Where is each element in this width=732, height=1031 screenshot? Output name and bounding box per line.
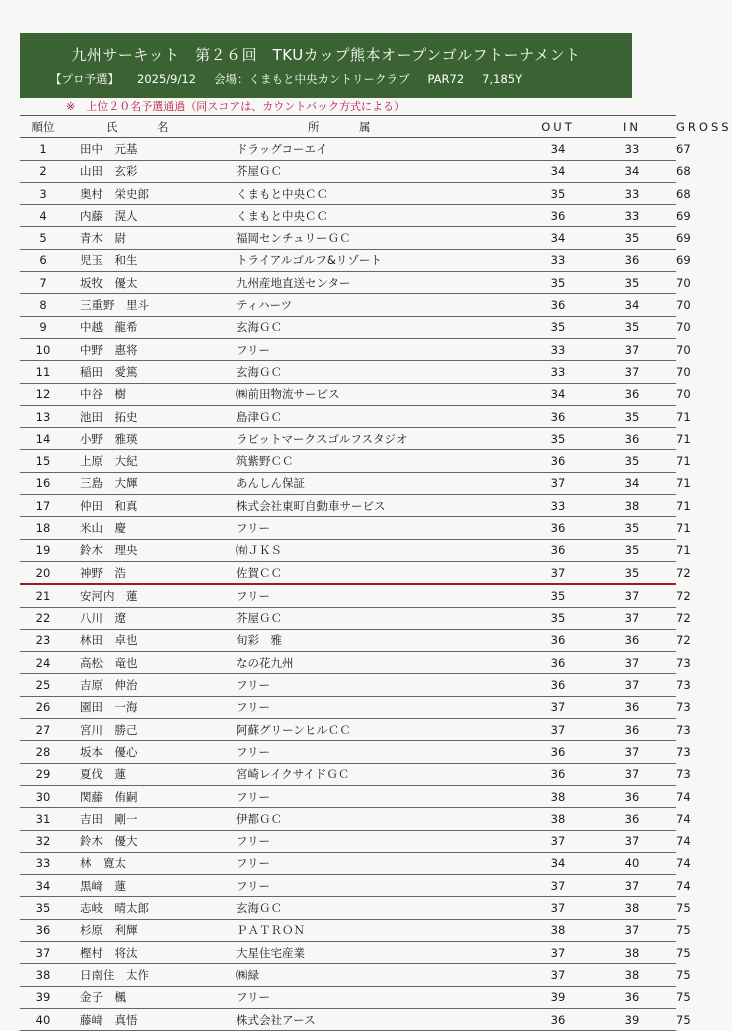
out-score-cell: 35 [528, 272, 588, 294]
rank-cell: 35 [20, 897, 66, 919]
affiliation-cell: くまもと中央ＣＣ [236, 182, 528, 204]
affiliation-cell: 玄海ＧＣ [236, 361, 528, 383]
rank-cell: 1 [20, 138, 66, 160]
rank-cell: 12 [20, 383, 66, 405]
rank-cell: 9 [20, 316, 66, 338]
in-score-cell: 35 [588, 227, 676, 249]
yardage-label: 7,185Y [482, 72, 523, 86]
player-name-cell: 杉原 利輝 [66, 919, 236, 941]
rank-cell: 23 [20, 629, 66, 651]
out-score-cell: 37 [528, 964, 588, 986]
rank-cell: 36 [20, 919, 66, 941]
in-score-cell: 36 [588, 986, 676, 1008]
in-score-cell: 34 [588, 160, 676, 182]
player-name-cell: 八川 遼 [66, 607, 236, 629]
par-label: PAR72 [427, 72, 465, 86]
table-row: 36 杉原 利輝 ＰＡＴＲＯＮ 38 37 75 [20, 919, 676, 941]
in-score-cell: 37 [588, 338, 676, 360]
out-score-cell: 37 [528, 897, 588, 919]
out-score-cell: 35 [528, 316, 588, 338]
affiliation-cell: 島津ＧＣ [236, 405, 528, 427]
rank-cell: 4 [20, 205, 66, 227]
out-score-cell: 34 [528, 852, 588, 874]
table-row: 20 神野 浩 佐賀ＣＣ 37 35 72 [20, 561, 676, 584]
table-row: 29 夏伐 蓮 宮崎レイクサイドＧＣ 36 37 73 [20, 763, 676, 785]
rank-cell: 39 [20, 986, 66, 1008]
player-name-cell: 金子 楓 [66, 986, 236, 1008]
out-score-cell: 37 [528, 941, 588, 963]
in-score-cell: 37 [588, 584, 676, 607]
out-score-cell: 38 [528, 808, 588, 830]
rank-cell: 14 [20, 428, 66, 450]
table-row: 25 吉原 伸治 フリー 36 37 73 [20, 674, 676, 696]
player-name-cell: 日南住 太作 [66, 964, 236, 986]
in-score-cell: 33 [588, 182, 676, 204]
out-score-cell: 36 [528, 629, 588, 651]
in-score-cell: 35 [588, 316, 676, 338]
out-score-cell: 35 [528, 584, 588, 607]
in-score-cell: 35 [588, 450, 676, 472]
out-score-cell: 38 [528, 919, 588, 941]
rank-cell: 40 [20, 1008, 66, 1030]
table-row: 19 鈴木 理央 ㈲ＪＫＳ 36 35 71 [20, 539, 676, 561]
affiliation-cell: あんしん保証 [236, 472, 528, 494]
table-row: 28 坂本 優心 フリー 36 37 73 [20, 741, 676, 763]
in-score-cell: 38 [588, 495, 676, 517]
affiliation-cell: ラビットマークスゴルフスタジオ [236, 428, 528, 450]
in-score-cell: 34 [588, 472, 676, 494]
affiliation-cell: 大星住宅産業 [236, 941, 528, 963]
table-row: 35 志岐 晴太郎 玄海ＧＣ 37 38 75 [20, 897, 676, 919]
out-score-cell: 34 [528, 160, 588, 182]
table-row: 38 日南住 太作 ㈱緑 37 38 75 [20, 964, 676, 986]
in-score-cell: 37 [588, 763, 676, 785]
rank-cell: 8 [20, 294, 66, 316]
in-score-cell: 35 [588, 561, 676, 584]
rank-cell: 15 [20, 450, 66, 472]
out-score-cell: 36 [528, 652, 588, 674]
out-score-cell: 37 [528, 719, 588, 741]
col-affiliation: 所 属 [236, 116, 528, 138]
table-row: 27 宮川 勝己 阿蘇グリーンヒルＣＣ 37 36 73 [20, 719, 676, 741]
player-name-cell: 藤﨑 真悟 [66, 1008, 236, 1030]
player-name-cell: 仲田 和真 [66, 495, 236, 517]
table-row: 21 安河内 蓮 フリー 35 37 72 [20, 584, 676, 607]
in-score-cell: 33 [588, 138, 676, 160]
player-name-cell: 樫村 将汰 [66, 941, 236, 963]
tournament-title: 九州サーキット 第２６回 TKUカップ熊本オープンゴルフトーナメント [71, 46, 581, 64]
out-score-cell: 37 [528, 696, 588, 718]
table-row: 37 樫村 将汰 大星住宅産業 37 38 75 [20, 941, 676, 963]
out-score-cell: 33 [528, 361, 588, 383]
table-row: 40 藤﨑 真悟 株式会社アース 36 39 75 [20, 1008, 676, 1030]
out-score-cell: 36 [528, 294, 588, 316]
table-row: 2 山田 玄彩 芥屋ＧＣ 34 34 68 [20, 160, 676, 182]
affiliation-cell: 芥屋ＧＣ [236, 607, 528, 629]
affiliation-cell: 福岡センチュリーＧＣ [236, 227, 528, 249]
in-score-cell: 37 [588, 830, 676, 852]
rank-cell: 34 [20, 875, 66, 897]
table-row: 15 上原 大紀 筑紫野ＣＣ 36 35 71 [20, 450, 676, 472]
rank-cell: 6 [20, 249, 66, 271]
rank-cell: 33 [20, 852, 66, 874]
rank-cell: 25 [20, 674, 66, 696]
results-table [20, 115, 732, 1031]
affiliation-cell: 玄海ＧＣ [236, 316, 528, 338]
affiliation-cell: 九州産地直送センター [236, 272, 528, 294]
rank-cell: 13 [20, 405, 66, 427]
rank-cell: 27 [20, 719, 66, 741]
out-score-cell: 35 [528, 607, 588, 629]
in-score-cell: 36 [588, 808, 676, 830]
out-score-cell: 34 [528, 383, 588, 405]
rank-cell: 5 [20, 227, 66, 249]
affiliation-cell: フリー [236, 696, 528, 718]
col-in: IN [588, 116, 676, 138]
affiliation-cell: トライアルゴルフ&リゾート [236, 249, 528, 271]
player-name-cell: 児玉 和生 [66, 249, 236, 271]
player-name-cell: 吉原 伸治 [66, 674, 236, 696]
affiliation-cell: フリー [236, 674, 528, 696]
player-name-cell: 林田 卓也 [66, 629, 236, 651]
player-name-cell: 安河内 蓮 [66, 584, 236, 607]
in-score-cell: 37 [588, 607, 676, 629]
player-name-cell: 米山 慶 [66, 517, 236, 539]
affiliation-cell: フリー [236, 741, 528, 763]
out-score-cell: 36 [528, 763, 588, 785]
affiliation-cell: ㈱前田物流サービス [236, 383, 528, 405]
in-score-cell: 38 [588, 897, 676, 919]
in-score-cell: 35 [588, 272, 676, 294]
player-name-cell: 上原 大紀 [66, 450, 236, 472]
player-name-cell: 黒﨑 蓮 [66, 875, 236, 897]
in-score-cell: 35 [588, 539, 676, 561]
rank-cell: 21 [20, 584, 66, 607]
in-score-cell: 36 [588, 719, 676, 741]
player-name-cell: 園田 一海 [66, 696, 236, 718]
player-name-cell: 夏伐 蓮 [66, 763, 236, 785]
table-row: 32 鈴木 優大 フリー 37 37 74 [20, 830, 676, 852]
affiliation-cell: くまもと中央ＣＣ [236, 205, 528, 227]
out-score-cell: 34 [528, 227, 588, 249]
out-score-cell: 39 [528, 986, 588, 1008]
affiliation-cell: 佐賀ＣＣ [236, 561, 528, 584]
table-row: 9 中越 龍希 玄海ＧＣ 35 35 70 [20, 316, 676, 338]
table-row: 8 三重野 里斗 ティハーツ 36 34 70 [20, 294, 676, 316]
out-score-cell: 36 [528, 741, 588, 763]
in-score-cell: 37 [588, 361, 676, 383]
rank-cell: 10 [20, 338, 66, 360]
table-row: 34 黒﨑 蓮 フリー 37 37 74 [20, 875, 676, 897]
table-row: 7 坂牧 優太 九州産地直送センター 35 35 70 [20, 272, 676, 294]
player-name-cell: 池田 拓史 [66, 405, 236, 427]
out-score-cell: 36 [528, 205, 588, 227]
in-score-cell: 37 [588, 741, 676, 763]
rank-cell: 20 [20, 561, 66, 584]
table-row: 12 中谷 樹 ㈱前田物流サービス 34 36 70 [20, 383, 676, 405]
affiliation-cell: フリー [236, 517, 528, 539]
affiliation-cell: 筑紫野ＣＣ [236, 450, 528, 472]
affiliation-cell: フリー [236, 986, 528, 1008]
player-name-cell: 鈴木 優大 [66, 830, 236, 852]
in-score-cell: 36 [588, 785, 676, 807]
out-score-cell: 36 [528, 405, 588, 427]
affiliation-cell: フリー [236, 852, 528, 874]
affiliation-cell: 玄海ＧＣ [236, 897, 528, 919]
qualification-notice: ※ 上位２０名予選通過（同スコアは、カウントバック方式による） [66, 100, 405, 113]
table-row: 31 吉田 剛一 伊都ＧＣ 38 36 74 [20, 808, 676, 830]
player-name-cell: 青木 尉 [66, 227, 236, 249]
in-score-cell: 37 [588, 674, 676, 696]
affiliation-cell: ドラッグコーエイ [236, 138, 528, 160]
round-label: 【プロ予選】 [50, 72, 119, 86]
out-score-cell: 37 [528, 472, 588, 494]
table-row: 39 金子 楓 フリー 39 36 75 [20, 986, 676, 1008]
affiliation-cell: フリー [236, 584, 528, 607]
player-name-cell: 関藤 侑嗣 [66, 785, 236, 807]
rank-cell: 22 [20, 607, 66, 629]
player-name-cell: 林 寛太 [66, 852, 236, 874]
player-name-cell: 奥村 栄史郎 [66, 182, 236, 204]
rank-cell: 24 [20, 652, 66, 674]
table-row: 26 園田 一海 フリー 37 36 73 [20, 696, 676, 718]
player-name-cell: 小野 雅瑛 [66, 428, 236, 450]
affiliation-cell: ㈱緑 [236, 964, 528, 986]
rank-cell: 28 [20, 741, 66, 763]
table-row: 18 米山 慶 フリー 36 35 71 [20, 517, 676, 539]
out-score-cell: 33 [528, 495, 588, 517]
table-row: 6 児玉 和生 トライアルゴルフ&リゾート 33 36 69 [20, 249, 676, 271]
table-row: 1 田中 元基 ドラッグコーエイ 34 33 67 [20, 138, 676, 160]
table-row: 30 関藤 侑嗣 フリー 38 36 74 [20, 785, 676, 807]
out-score-cell: 33 [528, 249, 588, 271]
in-score-cell: 34 [588, 294, 676, 316]
rank-cell: 16 [20, 472, 66, 494]
in-score-cell: 38 [588, 941, 676, 963]
rank-cell: 11 [20, 361, 66, 383]
affiliation-cell: 芥屋ＧＣ [236, 160, 528, 182]
player-name-cell: 中谷 樹 [66, 383, 236, 405]
table-header-row: 順位 氏 名 所 属 OUT IN GROSS [20, 116, 676, 138]
player-name-cell: 坂牧 優太 [66, 272, 236, 294]
out-score-cell: 37 [528, 830, 588, 852]
affiliation-cell: フリー [236, 785, 528, 807]
in-score-cell: 37 [588, 652, 676, 674]
player-name-cell: 田中 元基 [66, 138, 236, 160]
in-score-cell: 40 [588, 852, 676, 874]
in-score-cell: 33 [588, 205, 676, 227]
player-name-cell: 高松 竜也 [66, 652, 236, 674]
table-row: 33 林 寛太 フリー 34 40 74 [20, 852, 676, 874]
out-score-cell: 38 [528, 785, 588, 807]
affiliation-cell: フリー [236, 830, 528, 852]
in-score-cell: 36 [588, 428, 676, 450]
out-score-cell: 37 [528, 875, 588, 897]
rank-cell: 3 [20, 182, 66, 204]
player-name-cell: 坂本 優心 [66, 741, 236, 763]
col-rank: 順位 [20, 116, 66, 138]
out-score-cell: 36 [528, 539, 588, 561]
affiliation-cell: 旬彩 雅 [236, 629, 528, 651]
table-row: 5 青木 尉 福岡センチュリーＧＣ 34 35 69 [20, 227, 676, 249]
out-score-cell: 35 [528, 428, 588, 450]
in-score-cell: 36 [588, 629, 676, 651]
rank-cell: 31 [20, 808, 66, 830]
rank-cell: 30 [20, 785, 66, 807]
in-score-cell: 37 [588, 919, 676, 941]
out-score-cell: 36 [528, 517, 588, 539]
rank-cell: 32 [20, 830, 66, 852]
out-score-cell: 37 [528, 561, 588, 584]
rank-cell: 38 [20, 964, 66, 986]
rank-cell: 19 [20, 539, 66, 561]
table-row: 17 仲田 和真 株式会社東町自動車サービス 33 38 71 [20, 495, 676, 517]
in-score-cell: 36 [588, 696, 676, 718]
affiliation-cell: フリー [236, 875, 528, 897]
col-out: OUT [528, 116, 588, 138]
rank-cell: 7 [20, 272, 66, 294]
out-score-cell: 33 [528, 338, 588, 360]
out-score-cell: 36 [528, 1008, 588, 1030]
in-score-cell: 35 [588, 517, 676, 539]
table-row: 24 高松 竜也 なの花九州 36 37 73 [20, 652, 676, 674]
affiliation-cell: 株式会社東町自動車サービス [236, 495, 528, 517]
out-score-cell: 36 [528, 450, 588, 472]
in-score-cell: 35 [588, 405, 676, 427]
event-meta [20, 69, 632, 89]
player-name-cell: 稲田 愛篤 [66, 361, 236, 383]
in-score-cell: 36 [588, 249, 676, 271]
table-row: 3 奥村 栄史郎 くまもと中央ＣＣ 35 33 68 [20, 182, 676, 204]
table-row: 22 八川 遼 芥屋ＧＣ 35 37 72 [20, 607, 676, 629]
player-name-cell: 中越 龍希 [66, 316, 236, 338]
affiliation-cell: 宮崎レイクサイドＧＣ [236, 763, 528, 785]
event-date: 2025/9/12 [137, 72, 196, 86]
venue-label: 会場：くまもと中央カントリークラブ [213, 72, 410, 86]
rank-cell: 18 [20, 517, 66, 539]
in-score-cell: 36 [588, 383, 676, 405]
player-name-cell: 三重野 里斗 [66, 294, 236, 316]
table-row: 16 三島 大輝 あんしん保証 37 34 71 [20, 472, 676, 494]
table-row: 4 内藤 滉人 くまもと中央ＣＣ 36 33 69 [20, 205, 676, 227]
in-score-cell: 39 [588, 1008, 676, 1030]
out-score-cell: 36 [528, 674, 588, 696]
affiliation-cell: ㈲ＪＫＳ [236, 539, 528, 561]
rank-cell: 17 [20, 495, 66, 517]
title-banner [20, 33, 632, 98]
in-score-cell: 37 [588, 875, 676, 897]
player-name-cell: 神野 浩 [66, 561, 236, 584]
player-name-cell: 三島 大輝 [66, 472, 236, 494]
player-name-cell: 吉田 剛一 [66, 808, 236, 830]
rank-cell: 29 [20, 763, 66, 785]
table-row: 10 中野 惠将 フリー 33 37 70 [20, 338, 676, 360]
affiliation-cell: ＰＡＴＲＯＮ [236, 919, 528, 941]
in-score-cell: 38 [588, 964, 676, 986]
affiliation-cell: なの花九州 [236, 652, 528, 674]
table-row: 14 小野 雅瑛 ラビットマークスゴルフスタジオ 35 36 71 [20, 428, 676, 450]
rank-cell: 2 [20, 160, 66, 182]
table-row: 23 林田 卓也 旬彩 雅 36 36 72 [20, 629, 676, 651]
player-name-cell: 志岐 晴太郎 [66, 897, 236, 919]
player-name-cell: 鈴木 理央 [66, 539, 236, 561]
affiliation-cell: 伊都ＧＣ [236, 808, 528, 830]
table-row: 11 稲田 愛篤 玄海ＧＣ 33 37 70 [20, 361, 676, 383]
results-sheet [20, 33, 732, 1031]
player-name-cell: 宮川 勝己 [66, 719, 236, 741]
affiliation-cell: 阿蘇グリーンヒルＣＣ [236, 719, 528, 741]
affiliation-cell: フリー [236, 338, 528, 360]
rank-cell: 26 [20, 696, 66, 718]
out-score-cell: 35 [528, 182, 588, 204]
affiliation-cell: ティハーツ [236, 294, 528, 316]
rank-cell: 37 [20, 941, 66, 963]
col-name: 氏 名 [66, 116, 236, 138]
player-name-cell: 山田 玄彩 [66, 160, 236, 182]
affiliation-cell: 株式会社アース [236, 1008, 528, 1030]
player-name-cell: 中野 惠将 [66, 338, 236, 360]
out-score-cell: 34 [528, 138, 588, 160]
table-row: 13 池田 拓史 島津ＧＣ 36 35 71 [20, 405, 676, 427]
player-name-cell: 内藤 滉人 [66, 205, 236, 227]
